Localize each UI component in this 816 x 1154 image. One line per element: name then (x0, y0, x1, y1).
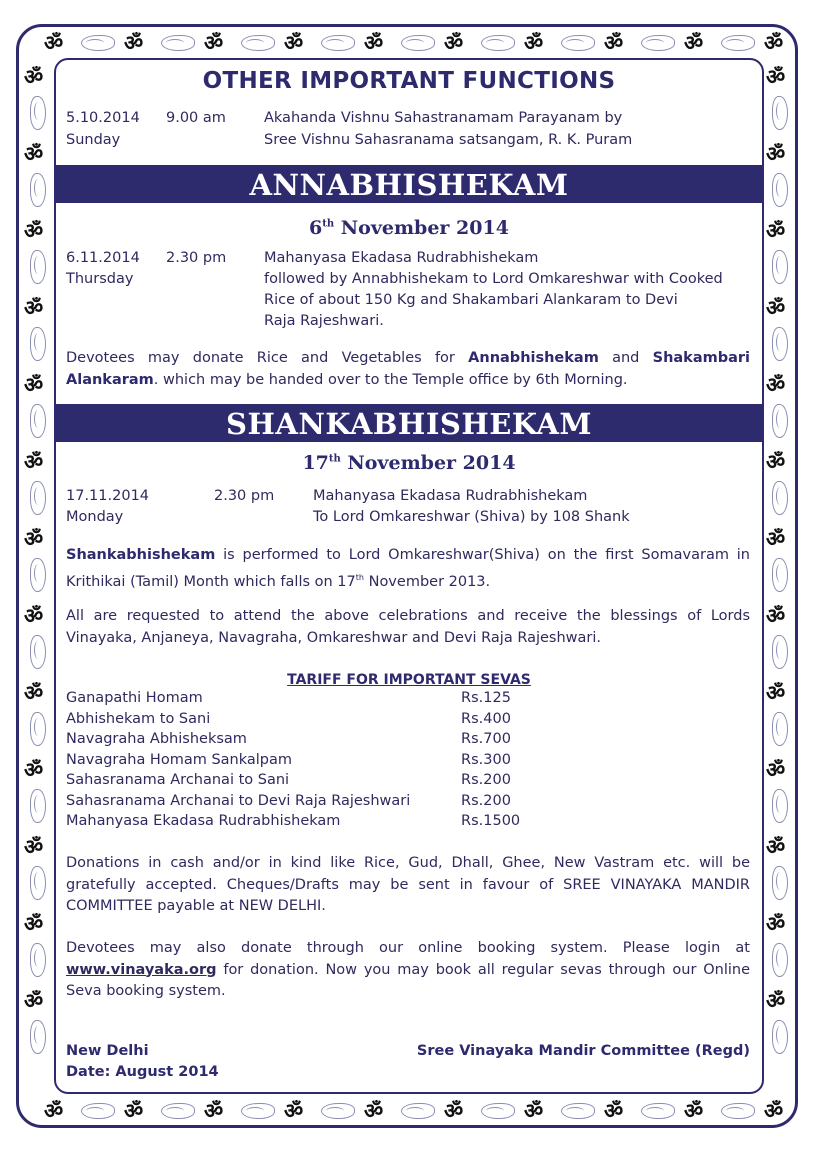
annabhishekam-time: 2.30 pm (166, 250, 227, 266)
other-functions-date: 5.10.2014 (66, 110, 140, 126)
conch-shell-icon (81, 35, 115, 51)
date-rest: November 2014 (334, 217, 509, 239)
conch-shell-icon (161, 1103, 195, 1119)
seva-name: Mahanyasa Ekadasa Rudrabhishekam (66, 813, 341, 829)
shankabhishekam-time: 2.30 pm (214, 488, 275, 504)
tariff-row (66, 711, 566, 732)
om-symbol-icon: ॐ (24, 834, 44, 859)
conch-shell-icon (30, 96, 46, 130)
om-symbol-icon: ॐ (24, 295, 44, 320)
om-symbol-icon: ॐ (24, 64, 44, 89)
om-symbol-icon: ॐ (364, 30, 384, 55)
om-symbol-icon: ॐ (766, 141, 786, 166)
seva-price: Rs.1500 (461, 813, 521, 829)
conch-shell-icon (30, 404, 46, 438)
om-symbol-icon: ॐ (766, 526, 786, 551)
om-symbol-icon: ॐ (24, 680, 44, 705)
seva-price: Rs.700 (461, 731, 511, 747)
om-symbol-icon: ॐ (24, 988, 44, 1013)
conch-shell-icon (561, 1103, 595, 1119)
seva-name: Abhishekam to Sani (66, 710, 211, 727)
om-symbol-icon: ॐ (44, 1098, 64, 1123)
footer-place: New Delhi (66, 1043, 149, 1059)
om-symbol-icon: ॐ (766, 372, 786, 397)
online-donation-paragraph (66, 938, 750, 1003)
om-symbol-icon: ॐ (24, 141, 44, 166)
date-day: 17 (302, 452, 329, 474)
om-symbol-icon: ॐ (24, 372, 44, 397)
conch-shell-icon (772, 789, 788, 823)
seva-price: Rs.200 (461, 772, 511, 788)
om-symbol-icon: ॐ (764, 30, 784, 55)
om-symbol-icon: ॐ (524, 1098, 544, 1123)
note-bold: Annabhishekam (468, 350, 599, 366)
shankabhishekam-desc-2: To Lord Omkareshwar (Shiva) by 108 Shank (313, 509, 630, 525)
conch-shell-icon (30, 866, 46, 900)
seva-price: Rs.400 (461, 710, 511, 727)
om-symbol-icon: ॐ (444, 30, 464, 55)
conch-shell-icon (30, 635, 46, 669)
seva-name: Navagraha Abhisheksam (66, 731, 247, 747)
footer-date: Date: August 2014 (66, 1064, 219, 1080)
tariff-row (66, 772, 566, 793)
annabhishekam-donation-note (66, 348, 750, 391)
other-functions-time: 9.00 am (166, 110, 226, 126)
conch-shell-icon (772, 635, 788, 669)
other-functions-desc-2: Sree Vishnu Sahasranama satsangam, R. K. Puram (264, 132, 633, 148)
conch-shell-icon (161, 35, 195, 51)
other-functions-title: OTHER IMPORTANT FUNCTIONS (202, 68, 616, 94)
body-text: Devotees may also donate through our online booking system. Please login at (66, 940, 750, 956)
conch-shell-icon (30, 481, 46, 515)
conch-shell-icon (30, 1020, 46, 1054)
conch-shell-icon (641, 35, 675, 51)
tariff-row (66, 731, 566, 752)
date-suffix: th (355, 572, 364, 582)
conch-shell-icon (772, 250, 788, 284)
om-symbol-icon: ॐ (766, 449, 786, 474)
conch-shell-icon (481, 35, 515, 51)
om-symbol-icon: ॐ (24, 449, 44, 474)
om-symbol-icon: ॐ (44, 30, 64, 55)
om-symbol-icon: ॐ (604, 1098, 624, 1123)
conch-shell-icon (772, 712, 788, 746)
conch-shell-icon (321, 35, 355, 51)
note-bold: Shakambari Alankaram (66, 350, 750, 388)
conch-shell-icon (30, 789, 46, 823)
conch-shell-icon (241, 1103, 275, 1119)
seva-name: Sahasranama Archanai to Devi Raja Rajeshwari (66, 792, 411, 809)
om-symbol-icon: ॐ (766, 757, 786, 782)
seva-name: Sahasranama Archanai to Sani (66, 772, 290, 788)
annabhishekam-date-heading (56, 217, 762, 239)
conch-shell-icon (721, 35, 755, 51)
conch-shell-icon (30, 250, 46, 284)
om-symbol-icon: ॐ (764, 1098, 784, 1123)
body-text: November 2013. (363, 573, 491, 590)
conch-shell-icon (772, 558, 788, 592)
annabhishekam-desc-1: Mahanyasa Ekadasa Rudrabhishekam (264, 250, 539, 266)
conch-shell-icon (772, 327, 788, 361)
seva-price: Rs.200 (461, 792, 511, 809)
conch-shell-icon (772, 943, 788, 977)
om-symbol-icon: ॐ (364, 1098, 384, 1123)
annabhishekam-desc-2: followed by Annabhishekam to Lord Omkareshwar with Cooked (264, 271, 723, 287)
date-suffix: th (328, 453, 341, 465)
shankabhishekam-description (66, 545, 750, 593)
om-symbol-icon: ॐ (444, 1098, 464, 1123)
shankabhishekam-day: Monday (66, 509, 124, 525)
om-symbol-icon: ॐ (284, 1098, 304, 1123)
annabhishekam-desc-3: Rice of about 150 Kg and Shakambari Alankaram to Devi (264, 292, 678, 308)
om-symbol-icon: ॐ (766, 680, 786, 705)
conch-shell-icon (772, 404, 788, 438)
conch-shell-icon (401, 35, 435, 51)
body-text: is performed to Lord Omkareshwar(Shiva) on the first Somavaram in Krithikai (Tamil) Month which falls on 17 (66, 547, 750, 590)
om-symbol-icon: ॐ (766, 988, 786, 1013)
conch-shell-icon (772, 481, 788, 515)
donations-paragraph: Donations in cash and/or in kind like Rice, Gud, Dhall, Ghee, New Vastram etc. will be gratefully accepted. Cheques/Drafts may be sent in favour of SREE VINAYAKA MANDIR COMMITTEE payable at NEW DELHI. (66, 855, 750, 914)
conch-shell-icon (401, 1103, 435, 1119)
conch-shell-icon (30, 558, 46, 592)
om-symbol-icon: ॐ (766, 218, 786, 243)
om-symbol-icon: ॐ (766, 603, 786, 628)
conch-shell-icon (81, 1103, 115, 1119)
annabhishekam-day: Thursday (66, 271, 134, 287)
seva-price: Rs.300 (461, 751, 511, 768)
conch-shell-icon (721, 1103, 755, 1119)
om-symbol-icon: ॐ (524, 30, 544, 55)
seva-name: Navagraha Homam Sankalpam (66, 751, 293, 768)
tariff-title: TARIFF FOR IMPORTANT SEVAS (287, 672, 531, 688)
om-symbol-icon: ॐ (766, 834, 786, 859)
conch-shell-icon (30, 943, 46, 977)
om-symbol-icon: ॐ (24, 603, 44, 628)
other-functions-day: Sunday (66, 132, 121, 148)
om-symbol-icon: ॐ (204, 1098, 224, 1123)
om-symbol-icon: ॐ (604, 30, 624, 55)
tariff-row (66, 793, 566, 814)
seva-name: Ganapathi Homam (66, 690, 203, 706)
body-text: for donation. Now you may book all regular sevas through our Online Seva booking system. (66, 961, 750, 999)
om-symbol-icon: ॐ (204, 30, 224, 55)
om-symbol-icon: ॐ (684, 1098, 704, 1123)
om-symbol-icon: ॐ (24, 757, 44, 782)
annabhishekam-date: 6.11.2014 (66, 250, 140, 266)
seva-price: Rs.125 (461, 690, 511, 706)
om-symbol-icon: ॐ (284, 30, 304, 55)
annabhishekam-desc-4: Raja Rajeshwari. (264, 313, 384, 329)
om-symbol-icon: ॐ (766, 64, 786, 89)
tariff-row (66, 752, 566, 773)
conch-shell-icon (321, 1103, 355, 1119)
date-suffix: th (322, 218, 335, 230)
om-symbol-icon: ॐ (766, 911, 786, 936)
om-symbol-icon: ॐ (124, 30, 144, 55)
conch-shell-icon (30, 712, 46, 746)
conch-shell-icon (561, 35, 595, 51)
note-text: Devotees may donate Rice and Vegetables for (66, 350, 469, 366)
conch-shell-icon (481, 1103, 515, 1119)
shankabhishekam-banner: SHANKABHISHEKAM (56, 404, 762, 442)
footer-organization: Sree Vinayaka Mandir Committee (Regd) (416, 1043, 750, 1059)
conch-shell-icon (772, 173, 788, 207)
tariff-row (66, 690, 566, 711)
om-symbol-icon: ॐ (684, 30, 704, 55)
conch-shell-icon (30, 327, 46, 361)
website-link[interactable]: www.vinayaka.org (66, 961, 217, 978)
shankabhishekam-desc-1: Mahanyasa Ekadasa Rudrabhishekam (313, 488, 588, 504)
om-symbol-icon: ॐ (24, 218, 44, 243)
shankabhishekam-date: 17.11.2014 (66, 488, 150, 504)
om-symbol-icon: ॐ (124, 1098, 144, 1123)
date-rest: November 2014 (340, 452, 516, 474)
other-functions-desc-1: Akahanda Vishnu Sahastranamam Parayanam by (264, 110, 623, 126)
conch-shell-icon (772, 866, 788, 900)
annabhishekam-banner: ANNABHISHEKAM (56, 165, 762, 203)
conch-shell-icon (772, 96, 788, 130)
note-text: and (598, 350, 653, 366)
conch-shell-icon (772, 1020, 788, 1054)
om-symbol-icon: ॐ (766, 295, 786, 320)
date-day: 6 (309, 217, 323, 239)
conch-shell-icon (241, 35, 275, 51)
tariff-row (66, 813, 566, 834)
conch-shell-icon (30, 173, 46, 207)
note-text: . which may be handed over to the Temple office by 6th Morning. (153, 371, 628, 388)
shankabhishekam-date-heading (56, 452, 762, 474)
conch-shell-icon (641, 1103, 675, 1119)
blessings-paragraph: All are requested to attend the above celebrations and receive the blessings of Lords Vinayaka, Anjaneya, Navagraha, Omkareshwar and Devi Raja Rajeshwari. (66, 608, 750, 646)
bold-text: Shankabhishekam (66, 547, 216, 563)
om-symbol-icon: ॐ (24, 526, 44, 551)
om-symbol-icon: ॐ (24, 911, 44, 936)
